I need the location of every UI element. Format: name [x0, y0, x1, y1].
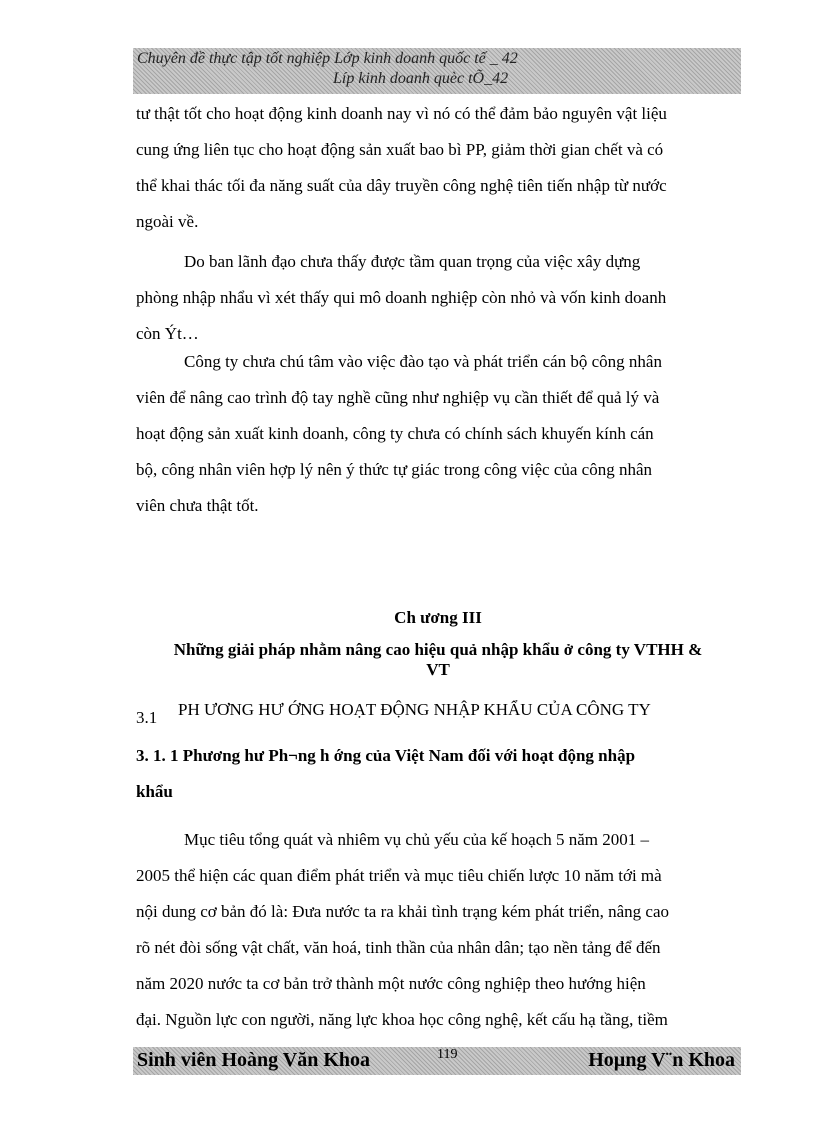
paragraph-line: nội dung cơ bản đó là: Đưa nước ta ra khải tình trạng kém phát triển, nâng cao — [136, 902, 670, 921]
chapter-subtitle-line-2: VT — [426, 660, 450, 679]
paragraph-line: bộ, công nhân viên hợp lý nên ý thức tự giác trong công việc của công nhân — [136, 460, 653, 479]
section-number: 3.1 — [136, 708, 158, 727]
subsection-heading — [136, 738, 740, 810]
header-line-2: Líp kinh doanh quèc tÕ_42 — [333, 70, 509, 87]
page-number: 119 — [437, 1047, 458, 1062]
word: tốt. — [236, 496, 259, 515]
chapter-title: Ch ương III — [394, 608, 482, 627]
page-footer — [133, 1047, 741, 1075]
section-heading — [136, 700, 740, 727]
paragraph-line: rõ nét đòi sống vật chất, văn hoá, tinh thần của nhân dân; tạo nền tảng để đến — [136, 938, 661, 957]
word: chưa — [169, 496, 203, 515]
paragraph-line: viên để nâng cao trình độ tay nghề cũng như nghiệp vụ cần thiết để quả lý và — [136, 388, 660, 407]
footer-author: Sinh viên Hoàng Văn Khoa — [137, 1049, 371, 1071]
footer-author-legacy: Hoµng V¨n Khoa — [588, 1049, 735, 1071]
paragraph-3 — [136, 344, 740, 524]
paragraph-4 — [136, 822, 740, 1038]
paragraph-line: Do ban lãnh đạo chưa thấy được tầm quan trọng của việc xây dựng — [184, 252, 641, 271]
paragraph-last-line — [136, 488, 740, 524]
paragraph-line: ngoài về. — [136, 212, 199, 231]
paragraph-line: đại. Nguồn lực con người, năng lực khoa học công nghệ, kết cấu hạ tầng, tiềm — [136, 1010, 668, 1029]
paragraph-line: còn Ýt… — [136, 324, 199, 343]
page-header — [133, 48, 741, 94]
chapter-subtitle-line-1: Những giải pháp nhằm nâng cao hiệu quả nhập khẩu ở công ty VTHH & — [173, 640, 703, 659]
paragraph-line: phòng nhập nhẩu vì xét thấy qui mô doanh nghiệp còn nhỏ và vốn kinh doanh — [136, 288, 667, 307]
paragraph-line: Mục tiêu tổng quát và nhiêm vụ chủ yếu của kế hoạch 5 năm 2001 – — [184, 830, 650, 849]
paragraph-line: năm 2020 nước ta cơ bản trở thành một nước công nghiệp theo hướng hiện — [136, 974, 646, 993]
paragraph-line: hoạt động sản xuất kinh doanh, công ty chưa có chính sách khuyến kính cán — [136, 424, 654, 443]
paragraph-line: thể khai thác tối đa năng suất của dây truyền công nghệ tiên tiến nhập từ nước — [136, 176, 667, 195]
subsection-line-1: 3. 1. 1 Phương hư Ph¬ng h ớng của Việt Nam đối với hoạt động nhập — [136, 746, 636, 765]
chapter-subtitle — [136, 640, 740, 680]
header-line-1: Chuyên đề thực tập tốt nghiệp Lớp kinh doanh quốc tế _ 42 — [137, 50, 518, 67]
word: thật — [206, 496, 233, 515]
paragraph-line: 2005 thể hiện các quan điểm phát triển và mục tiêu chiến lược 10 năm tới mà — [136, 866, 662, 885]
section-title: PH ƯƠNG HƯ ỚNG HOẠT ĐỘNG NHẬP KHẨU CỦA CÔNG TY — [178, 700, 651, 719]
paragraph-1 — [136, 96, 740, 240]
paragraph-line: cung ứng liên tục cho hoạt động sản xuất bao bì PP, giảm thời gian chết và có — [136, 140, 664, 159]
paragraph-line: Công ty chưa chú tâm vào việc đào tạo và phát triển cán bộ công nhân — [184, 352, 662, 371]
word: viên — [136, 496, 166, 515]
subsection-line-2: khẩu — [136, 782, 173, 801]
paragraph-line: tư thật tốt cho hoạt động kinh doanh nay vì nó có thể đảm bảo nguyên vật liệu — [136, 104, 667, 123]
paragraph-2 — [136, 244, 740, 352]
